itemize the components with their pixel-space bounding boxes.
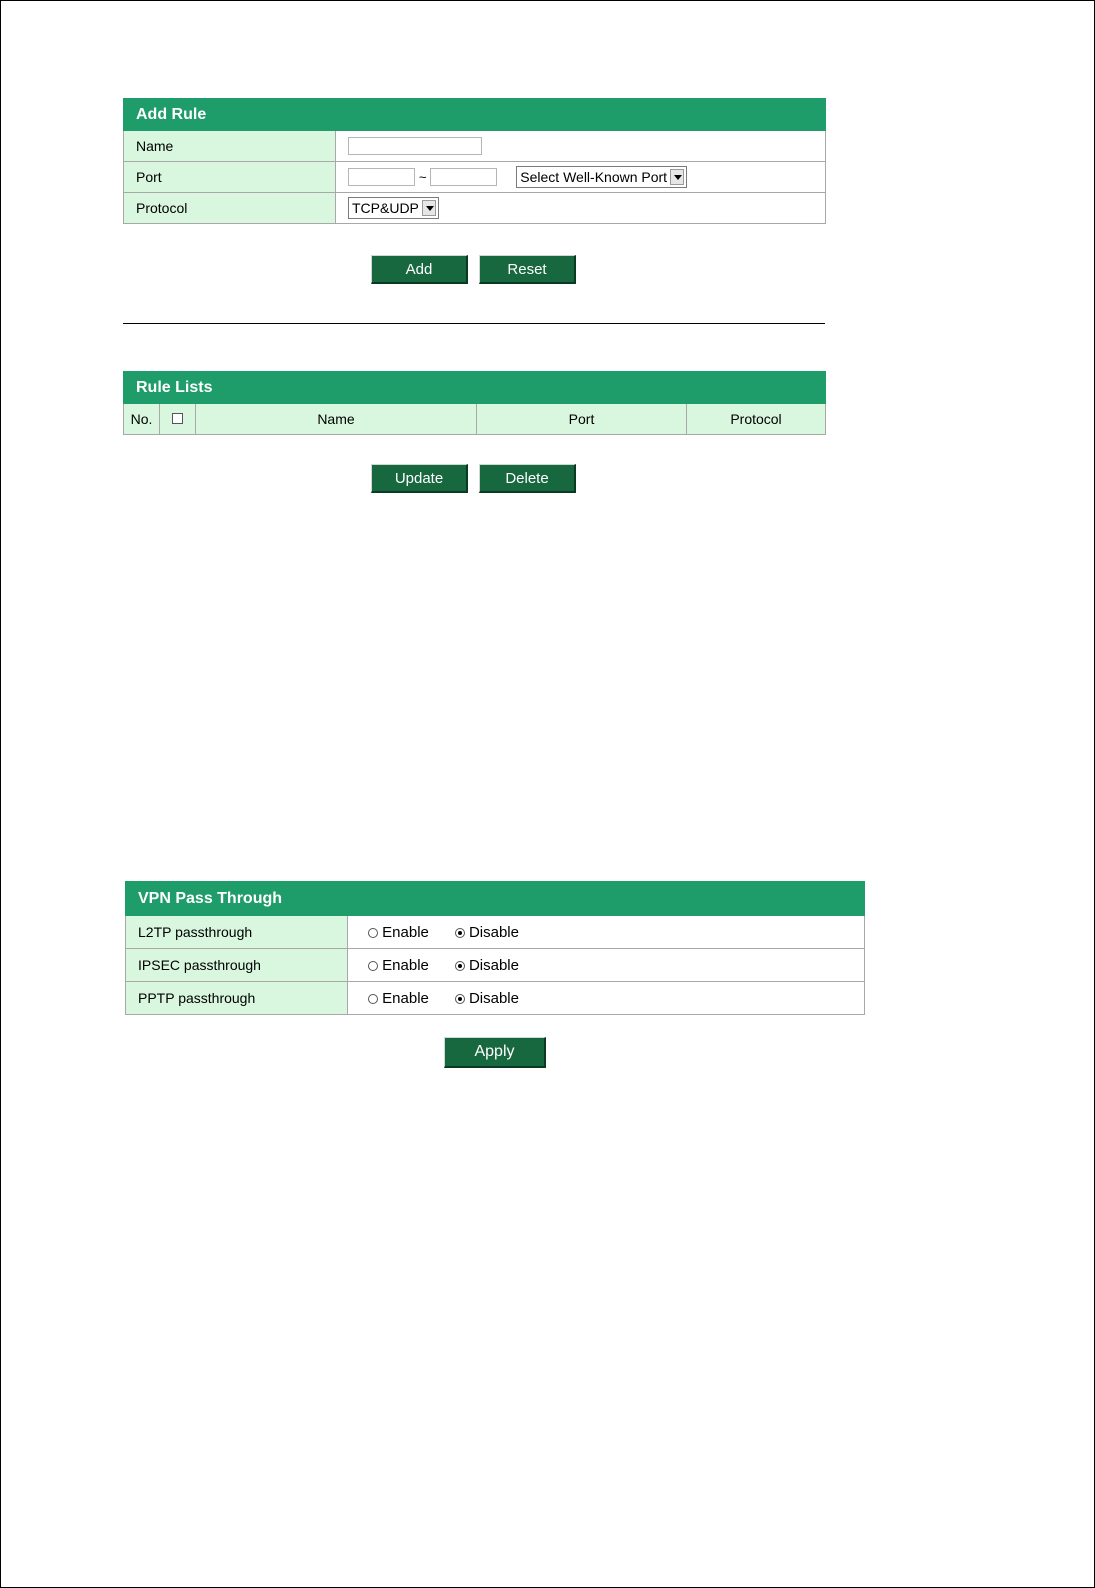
l2tp-disable-option[interactable] (455, 924, 519, 941)
vpn-panel (125, 881, 865, 1015)
vpn-title: VPN Pass Through (126, 882, 865, 916)
port-from-input[interactable] (348, 168, 415, 186)
well-known-port-value: Select Well-Known Port (520, 169, 668, 185)
col-protocol: Protocol (687, 404, 826, 435)
port-label: Port (124, 162, 336, 193)
col-port: Port (477, 404, 687, 435)
name-input[interactable] (348, 137, 482, 155)
l2tp-enable-option[interactable] (368, 924, 429, 941)
protocol-label: Protocol (124, 193, 336, 224)
l2tp-enable-label: Enable (382, 923, 429, 941)
protocol-value: TCP&UDP (352, 200, 419, 216)
col-no: No. (124, 404, 160, 435)
port-separator: ~ (418, 169, 427, 185)
select-all-checkbox[interactable] (172, 413, 183, 424)
add-button[interactable]: Add (371, 255, 468, 284)
rule-lists-panel (123, 371, 826, 435)
pptp-disable-radio[interactable] (455, 994, 465, 1004)
ipsec-label: IPSEC passthrough (126, 949, 348, 982)
chevron-down-icon (670, 169, 684, 185)
ipsec-enable-label: Enable (382, 956, 429, 974)
name-label: Name (124, 131, 336, 162)
l2tp-disable-radio[interactable] (455, 928, 465, 938)
protocol-select[interactable] (348, 197, 439, 219)
ipsec-disable-option[interactable] (455, 957, 519, 974)
pptp-enable-option[interactable] (368, 990, 429, 1007)
add-rule-title: Add Rule (124, 99, 826, 131)
pptp-disable-option[interactable] (455, 990, 519, 1007)
pptp-enable-label: Enable (382, 989, 429, 1007)
rule-lists-title: Rule Lists (124, 372, 826, 404)
select-all-cell (160, 404, 196, 435)
l2tp-label: L2TP passthrough (126, 916, 348, 949)
col-name: Name (196, 404, 477, 435)
l2tp-enable-radio[interactable] (368, 928, 378, 938)
pptp-label: PPTP passthrough (126, 982, 348, 1015)
port-to-input[interactable] (430, 168, 497, 186)
pptp-enable-radio[interactable] (368, 994, 378, 1004)
apply-button[interactable]: Apply (444, 1037, 546, 1068)
chevron-down-icon (422, 200, 436, 216)
add-rule-panel (123, 98, 826, 224)
update-button[interactable]: Update (371, 464, 468, 493)
pptp-disable-label: Disable (468, 989, 519, 1007)
ipsec-enable-radio[interactable] (368, 961, 378, 971)
ipsec-disable-radio[interactable] (455, 961, 465, 971)
divider (123, 323, 825, 324)
ipsec-disable-label: Disable (468, 956, 519, 974)
reset-button[interactable]: Reset (479, 255, 576, 284)
ipsec-enable-option[interactable] (368, 957, 429, 974)
delete-button[interactable]: Delete (479, 464, 576, 493)
well-known-port-select[interactable] (516, 166, 687, 188)
l2tp-disable-label: Disable (468, 923, 519, 941)
